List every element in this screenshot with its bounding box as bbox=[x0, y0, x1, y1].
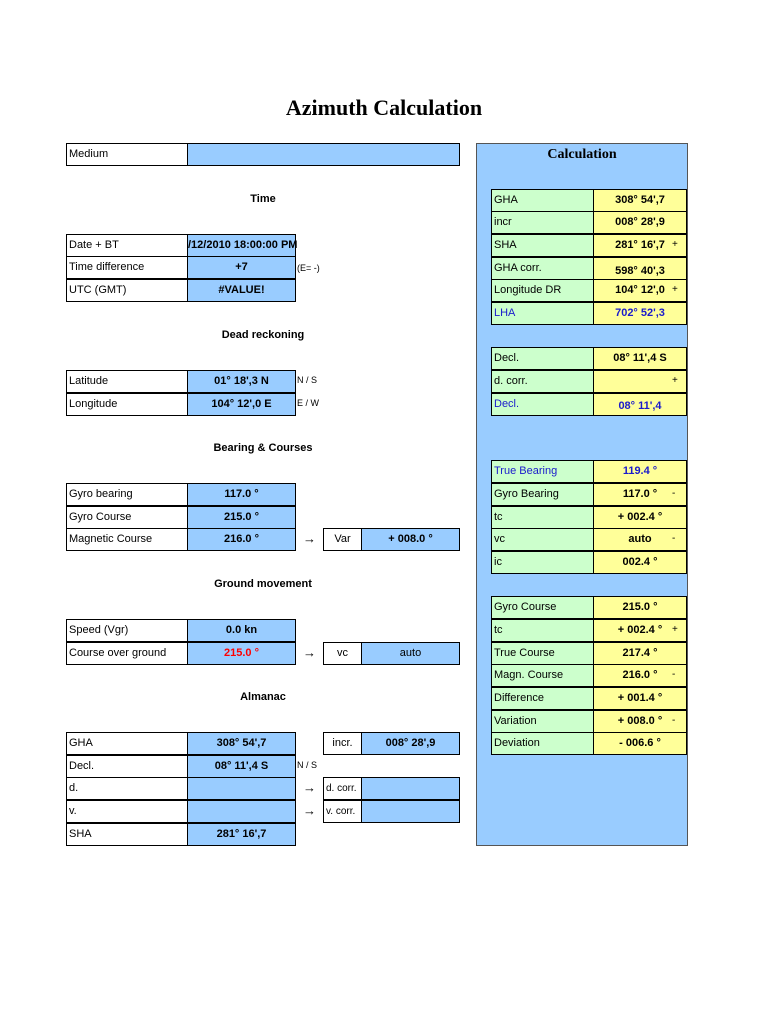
cog-value: 215.0 ° bbox=[187, 642, 296, 665]
gyro-course-label: Gyro Course bbox=[66, 506, 188, 529]
gyro-bearing-input[interactable]: 117.0 ° bbox=[187, 483, 296, 506]
page-title: Azimuth Calculation bbox=[285, 95, 483, 120]
almanac-gha-input[interactable]: 308° 54',7 bbox=[187, 732, 296, 755]
magnetic-course-label: Magnetic Course bbox=[66, 528, 188, 551]
calc-true-course-label: True Course bbox=[491, 642, 594, 665]
calc-gha-value: 308° 54',7 bbox=[593, 189, 687, 212]
vc-label: vc bbox=[323, 642, 362, 665]
speed-input[interactable]: 0.0 kn bbox=[187, 619, 296, 642]
calc-gyro-course-label: Gyro Course bbox=[491, 596, 594, 619]
dcorr-label: d. corr. bbox=[323, 777, 362, 800]
arrow-right-icon: → bbox=[303, 803, 316, 818]
time-diff-label: Time difference bbox=[66, 256, 188, 279]
calc-sha-label: SHA bbox=[491, 234, 594, 257]
section-almanac: Almanac bbox=[240, 691, 286, 703]
utc-label: UTC (GMT) bbox=[66, 279, 188, 302]
calc-gyro-bearing-label: Gyro Bearing bbox=[491, 483, 594, 506]
calc-decl2-value: 08° 11',4 bbox=[593, 393, 687, 416]
calc-deviation-label: Deviation bbox=[491, 732, 594, 755]
v-input[interactable] bbox=[187, 800, 296, 823]
calc-variation-sign: - bbox=[672, 715, 676, 726]
utc-value: #VALUE! bbox=[187, 279, 296, 302]
calculation-title: Calculation bbox=[547, 147, 617, 162]
calc-vc-label: vc bbox=[491, 528, 594, 551]
calc-tc2-value: + 002.4 ° bbox=[593, 619, 687, 642]
calc-sha-value: 281° 16',7 bbox=[593, 234, 687, 257]
calc-vc-sign: - bbox=[672, 533, 676, 544]
calc-lha-value: 702° 52',3 bbox=[593, 302, 687, 325]
time-diff-input[interactable]: +7 bbox=[187, 256, 296, 279]
calc-variation-label: Variation bbox=[491, 710, 594, 733]
calc-gyro-bearing-value: 117.0 ° bbox=[593, 483, 687, 506]
var-input[interactable]: + 008.0 ° bbox=[361, 528, 460, 551]
section-ground-movement: Ground movement bbox=[214, 578, 312, 590]
time-diff-note: (E= -) bbox=[297, 263, 320, 273]
calc-incr-label: incr bbox=[491, 211, 594, 234]
section-bearing: Bearing & Courses bbox=[213, 442, 313, 454]
magnetic-course-input[interactable]: 216.0 ° bbox=[187, 528, 296, 551]
arrow-right-icon: → bbox=[303, 780, 316, 795]
calc-tc-label: tc bbox=[491, 506, 594, 529]
latitude-label: Latitude bbox=[66, 370, 188, 393]
section-time: Time bbox=[250, 193, 276, 205]
almanac-gha-label: GHA bbox=[66, 732, 188, 755]
calc-difference-label: Difference bbox=[491, 687, 594, 710]
calc-longitude-dr-label: Longitude DR bbox=[491, 279, 594, 302]
var-label: Var bbox=[323, 528, 362, 551]
calc-decl-value: 08° 11',4 S bbox=[593, 347, 687, 370]
calc-ghacorr-value: 598° 40',3 bbox=[593, 257, 687, 280]
sha-label: SHA bbox=[66, 823, 188, 846]
calc-magn-course-value: 216.0 ° bbox=[593, 664, 687, 687]
calc-ic-value: 002.4 ° bbox=[593, 551, 687, 574]
speed-label: Speed (Vgr) bbox=[66, 619, 188, 642]
calc-decl-label: Decl. bbox=[491, 347, 594, 370]
calc-tc2-label: tc bbox=[491, 619, 594, 642]
date-bt-label: Date + BT bbox=[66, 234, 188, 257]
calc-londr-sign: + bbox=[672, 284, 678, 295]
longitude-input[interactable]: 104° 12',0 E bbox=[187, 393, 296, 416]
medium-label: Medium bbox=[66, 143, 188, 166]
medium-input[interactable] bbox=[187, 143, 460, 166]
cog-label: Course over ground bbox=[66, 642, 188, 665]
incr-input[interactable]: 008° 28',9 bbox=[361, 732, 460, 755]
d-label: d. bbox=[66, 777, 188, 800]
gyro-course-input[interactable]: 215.0 ° bbox=[187, 506, 296, 529]
arrow-right-icon: → bbox=[303, 645, 316, 660]
dcorr-input[interactable] bbox=[361, 777, 460, 800]
calc-longitude-dr-value: 104° 12',0 bbox=[593, 279, 687, 302]
almanac-decl-input[interactable]: 08° 11',4 S bbox=[187, 755, 296, 778]
calc-vc-value: auto bbox=[593, 528, 687, 551]
gyro-bearing-label: Gyro bearing bbox=[66, 483, 188, 506]
calc-true-bearing-label: True Bearing bbox=[491, 460, 594, 483]
calc-tc2-sign: + bbox=[672, 624, 678, 635]
calc-dcorr-sign: + bbox=[672, 375, 678, 386]
calc-dcorr-label: d. corr. bbox=[491, 370, 594, 393]
calc-sha-sign: + bbox=[672, 239, 678, 250]
longitude-label: Longitude bbox=[66, 393, 188, 416]
calc-gha-label: GHA bbox=[491, 189, 594, 212]
calc-magn-course-label: Magn. Course bbox=[491, 664, 594, 687]
calc-ghacorr-label: GHA corr. bbox=[491, 257, 594, 280]
calc-true-bearing-value: 119.4 ° bbox=[593, 460, 687, 483]
calc-decl2-label: Decl. bbox=[491, 393, 594, 416]
v-label: v. bbox=[66, 800, 188, 823]
calc-ic-label: ic bbox=[491, 551, 594, 574]
longitude-note: E / W bbox=[297, 398, 319, 408]
calc-true-course-value: 217.4 ° bbox=[593, 642, 687, 665]
calc-gyro-course-value: 215.0 ° bbox=[593, 596, 687, 619]
sha-input[interactable]: 281° 16',7 bbox=[187, 823, 296, 846]
date-bt-input[interactable]: /12/2010 18:00:00 PM bbox=[187, 234, 296, 257]
d-input[interactable] bbox=[187, 777, 296, 800]
calc-variation-value: + 008.0 ° bbox=[593, 710, 687, 733]
calc-lha-label: LHA bbox=[491, 302, 594, 325]
arrow-right-icon: → bbox=[303, 531, 316, 546]
latitude-note: N / S bbox=[297, 375, 318, 385]
calc-difference-value: + 001.4 ° bbox=[593, 687, 687, 710]
vc-input[interactable]: auto bbox=[361, 642, 460, 665]
calc-incr-value: 008° 28',9 bbox=[593, 211, 687, 234]
section-dead-reckoning: Dead reckoning bbox=[221, 329, 305, 341]
latitude-input[interactable]: 01° 18',3 N bbox=[187, 370, 296, 393]
calc-tc-value: + 002.4 ° bbox=[593, 506, 687, 529]
calc-magn-course-sign: - bbox=[672, 669, 676, 680]
calc-deviation-value: - 006.6 ° bbox=[593, 732, 687, 755]
calc-gyro-bearing-sign: - bbox=[672, 488, 676, 499]
decl-note: N / S bbox=[297, 760, 318, 770]
incr-label: incr. bbox=[323, 732, 362, 755]
vcorr-input[interactable] bbox=[361, 800, 460, 823]
almanac-decl-label: Decl. bbox=[66, 755, 188, 778]
vcorr-label: v. corr. bbox=[323, 800, 362, 823]
